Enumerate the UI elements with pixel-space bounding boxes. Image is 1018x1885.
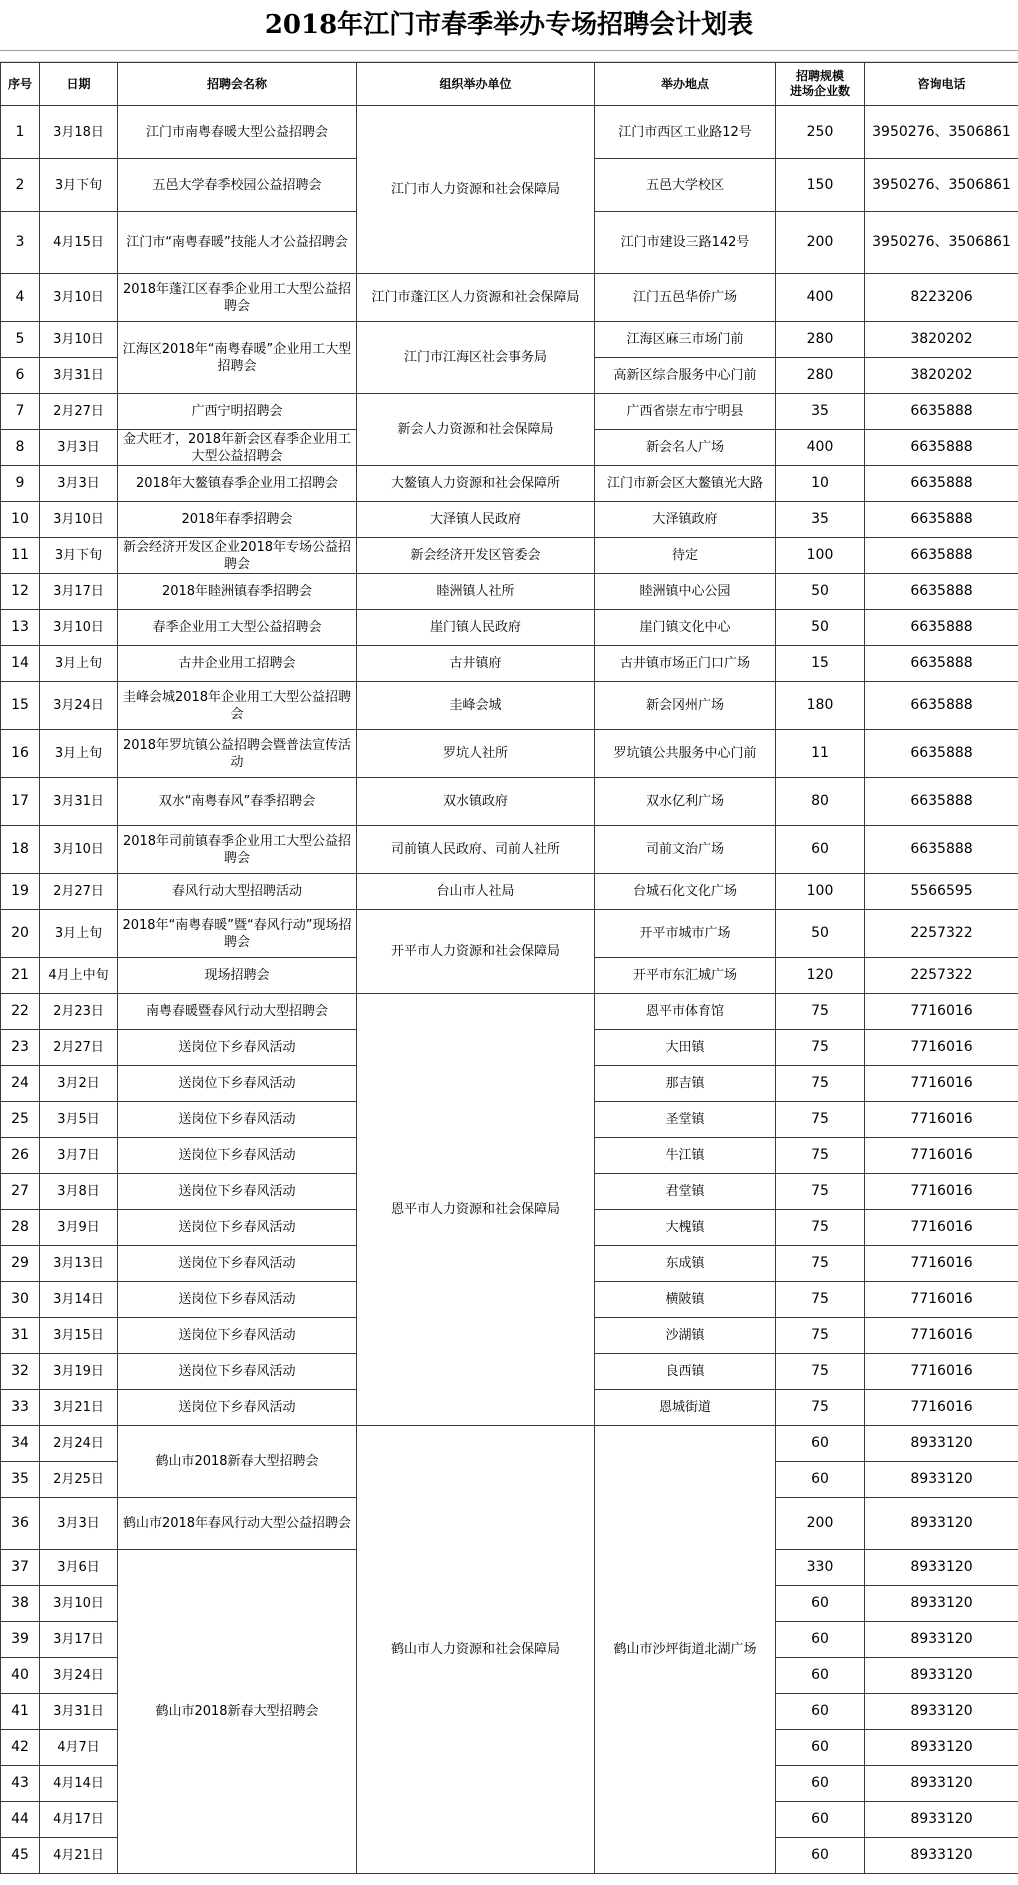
cell-date: 3月31日 — [40, 778, 118, 826]
cell-venue: 牛江镇 — [595, 1138, 776, 1174]
cell-no: 18 — [1, 826, 40, 874]
cell-organizer: 睦洲镇人社所 — [357, 574, 595, 610]
cell-no: 5 — [1, 322, 40, 358]
cell-no: 16 — [1, 730, 40, 778]
cell-phone: 7716016 — [865, 1174, 1018, 1210]
cell-venue: 鹤山市沙坪街道北湖广场 — [595, 1426, 776, 1874]
cell-company-count: 120 — [776, 958, 865, 994]
cell-fair-name: 2018年春季招聘会 — [118, 502, 357, 538]
cell-fair-name: 春风行动大型招聘活动 — [118, 874, 357, 910]
cell-date: 3月5日 — [40, 1102, 118, 1138]
cell-phone: 2257322 — [865, 910, 1018, 958]
cell-phone: 6635888 — [865, 610, 1018, 646]
table-row — [1, 574, 1018, 610]
cell-no: 21 — [1, 958, 40, 994]
cell-company-count: 60 — [776, 1766, 865, 1802]
cell-company-count: 75 — [776, 1030, 865, 1066]
cell-organizer: 古井镇府 — [357, 646, 595, 682]
cell-phone: 8933120 — [865, 1694, 1018, 1730]
cell-venue: 开平市东汇城广场 — [595, 958, 776, 994]
cell-venue: 广西省崇左市宁明县 — [595, 394, 776, 430]
cell-phone: 7716016 — [865, 1138, 1018, 1174]
cell-date: 3月9日 — [40, 1210, 118, 1246]
cell-phone: 6635888 — [865, 430, 1018, 466]
cell-no: 7 — [1, 394, 40, 430]
cell-phone: 7716016 — [865, 1390, 1018, 1426]
cell-venue: 恩城街道 — [595, 1390, 776, 1426]
cell-organizer: 江门市人力资源和社会保障局 — [357, 106, 595, 274]
cell-phone: 7716016 — [865, 1246, 1018, 1282]
cell-fair-name: 送岗位下乡春风活动 — [118, 1282, 357, 1318]
cell-no: 20 — [1, 910, 40, 958]
cell-no: 35 — [1, 1462, 40, 1498]
cell-date: 3月3日 — [40, 466, 118, 502]
cell-phone: 6635888 — [865, 646, 1018, 682]
cell-fair-name: 2018年“南粤春暖”暨“春风行动”现场招聘会 — [118, 910, 357, 958]
cell-date: 3月14日 — [40, 1282, 118, 1318]
cell-fair-name: 古井企业用工招聘会 — [118, 646, 357, 682]
table-row — [1, 994, 1018, 1030]
cell-no: 33 — [1, 1390, 40, 1426]
cell-date: 3月10日 — [40, 322, 118, 358]
cell-company-count: 75 — [776, 1282, 865, 1318]
cell-organizer: 开平市人力资源和社会保障局 — [357, 910, 595, 994]
job-fair-table — [0, 62, 1018, 1874]
table-row — [1, 1426, 1018, 1462]
cell-phone: 8933120 — [865, 1658, 1018, 1694]
cell-fair-name: 双水“南粤春风”春季招聘会 — [118, 778, 357, 826]
cell-phone: 8933120 — [865, 1462, 1018, 1498]
cell-fair-name: 2018年蓬江区春季企业用工大型公益招聘会 — [118, 274, 357, 322]
cell-company-count: 200 — [776, 212, 865, 274]
cell-no: 31 — [1, 1318, 40, 1354]
cell-venue: 开平市城市广场 — [595, 910, 776, 958]
cell-company-count: 400 — [776, 430, 865, 466]
cell-no: 38 — [1, 1586, 40, 1622]
cell-no: 13 — [1, 610, 40, 646]
cell-fair-name: 五邑大学春季校园公益招聘会 — [118, 159, 357, 212]
header-row — [1, 63, 1018, 106]
table-row — [1, 274, 1018, 322]
cell-venue: 待定 — [595, 538, 776, 574]
table-row — [1, 826, 1018, 874]
cell-no: 19 — [1, 874, 40, 910]
cell-company-count: 280 — [776, 358, 865, 394]
cell-company-count: 60 — [776, 1426, 865, 1462]
col-header-date: 日期 — [40, 63, 118, 106]
cell-phone: 6635888 — [865, 538, 1018, 574]
cell-company-count: 11 — [776, 730, 865, 778]
cell-venue: 新会冈州广场 — [595, 682, 776, 730]
cell-phone: 8933120 — [865, 1622, 1018, 1658]
cell-venue: 司前文治广场 — [595, 826, 776, 874]
cell-no: 29 — [1, 1246, 40, 1282]
cell-phone: 3950276、3506861 — [865, 212, 1018, 274]
cell-company-count: 200 — [776, 1498, 865, 1550]
cell-date: 3月19日 — [40, 1354, 118, 1390]
cell-date: 2月27日 — [40, 1030, 118, 1066]
cell-phone: 7716016 — [865, 1102, 1018, 1138]
cell-company-count: 60 — [776, 1730, 865, 1766]
cell-date: 3月21日 — [40, 1390, 118, 1426]
cell-date: 4月21日 — [40, 1838, 118, 1874]
cell-phone: 3820202 — [865, 322, 1018, 358]
cell-company-count: 75 — [776, 1354, 865, 1390]
cell-date: 3月8日 — [40, 1174, 118, 1210]
cell-organizer: 鹤山市人力资源和社会保障局 — [357, 1426, 595, 1874]
cell-company-count: 250 — [776, 106, 865, 159]
cell-date: 3月10日 — [40, 274, 118, 322]
table-row — [1, 466, 1018, 502]
table-row — [1, 106, 1018, 159]
cell-no: 36 — [1, 1498, 40, 1550]
cell-no: 9 — [1, 466, 40, 502]
cell-phone: 8933120 — [865, 1766, 1018, 1802]
cell-fair-name: 江海区2018年“南粤春暖”企业用工大型招聘会 — [118, 322, 357, 394]
cell-fair-name: 送岗位下乡春风活动 — [118, 1246, 357, 1282]
cell-date: 3月6日 — [40, 1550, 118, 1586]
cell-date: 2月25日 — [40, 1462, 118, 1498]
cell-company-count: 75 — [776, 1174, 865, 1210]
cell-no: 3 — [1, 212, 40, 274]
table-row — [1, 910, 1018, 958]
cell-date: 3月上旬 — [40, 646, 118, 682]
cell-phone: 8933120 — [865, 1498, 1018, 1550]
cell-venue: 江门市建设三路142号 — [595, 212, 776, 274]
cell-fair-name: 送岗位下乡春风活动 — [118, 1030, 357, 1066]
cell-no: 15 — [1, 682, 40, 730]
cell-no: 30 — [1, 1282, 40, 1318]
cell-venue: 江门市新会区大鳌镇光大路 — [595, 466, 776, 502]
cell-company-count: 75 — [776, 1246, 865, 1282]
cell-date: 3月2日 — [40, 1066, 118, 1102]
cell-venue: 崖门镇文化中心 — [595, 610, 776, 646]
cell-company-count: 60 — [776, 1838, 865, 1874]
cell-phone: 7716016 — [865, 1318, 1018, 1354]
cell-no: 37 — [1, 1550, 40, 1586]
cell-no: 25 — [1, 1102, 40, 1138]
cell-venue: 圣堂镇 — [595, 1102, 776, 1138]
cell-date: 3月10日 — [40, 826, 118, 874]
cell-no: 41 — [1, 1694, 40, 1730]
cell-company-count: 75 — [776, 1138, 865, 1174]
cell-company-count: 60 — [776, 1694, 865, 1730]
cell-no: 1 — [1, 106, 40, 159]
cell-date: 4月7日 — [40, 1730, 118, 1766]
cell-date: 3月17日 — [40, 574, 118, 610]
cell-company-count: 75 — [776, 1318, 865, 1354]
cell-no: 2 — [1, 159, 40, 212]
cell-company-count: 280 — [776, 322, 865, 358]
cell-fair-name: 送岗位下乡春风活动 — [118, 1102, 357, 1138]
cell-venue: 东成镇 — [595, 1246, 776, 1282]
cell-fair-name: 送岗位下乡春风活动 — [118, 1174, 357, 1210]
cell-fair-name: 现场招聘会 — [118, 958, 357, 994]
cell-company-count: 80 — [776, 778, 865, 826]
cell-organizer: 台山市人社局 — [357, 874, 595, 910]
cell-phone: 6635888 — [865, 466, 1018, 502]
cell-organizer: 新会人力资源和社会保障局 — [357, 394, 595, 466]
cell-company-count: 100 — [776, 874, 865, 910]
cell-company-count: 60 — [776, 1462, 865, 1498]
cell-date: 3月下旬 — [40, 159, 118, 212]
cell-no: 28 — [1, 1210, 40, 1246]
cell-venue: 大田镇 — [595, 1030, 776, 1066]
cell-company-count: 150 — [776, 159, 865, 212]
cell-company-count: 60 — [776, 1622, 865, 1658]
cell-no: 4 — [1, 274, 40, 322]
cell-date: 3月3日 — [40, 1498, 118, 1550]
cell-venue: 江海区麻三市场门前 — [595, 322, 776, 358]
cell-company-count: 35 — [776, 394, 865, 430]
cell-organizer: 崖门镇人民政府 — [357, 610, 595, 646]
cell-organizer: 江门市蓬江区人力资源和社会保障局 — [357, 274, 595, 322]
cell-company-count: 75 — [776, 994, 865, 1030]
cell-company-count: 50 — [776, 910, 865, 958]
cell-phone: 8933120 — [865, 1730, 1018, 1766]
cell-date: 3月3日 — [40, 430, 118, 466]
cell-company-count: 35 — [776, 502, 865, 538]
table-row — [1, 730, 1018, 778]
cell-no: 42 — [1, 1730, 40, 1766]
cell-date: 3月24日 — [40, 682, 118, 730]
table-row — [1, 610, 1018, 646]
cell-phone: 6635888 — [865, 394, 1018, 430]
table-row — [1, 502, 1018, 538]
cell-no: 40 — [1, 1658, 40, 1694]
cell-no: 45 — [1, 1838, 40, 1874]
cell-company-count: 180 — [776, 682, 865, 730]
cell-fair-name: 春季企业用工大型公益招聘会 — [118, 610, 357, 646]
table-row — [1, 874, 1018, 910]
spacer-row — [0, 51, 1018, 62]
cell-date: 3月10日 — [40, 1586, 118, 1622]
col-header-tel: 咨询电话 — [865, 63, 1018, 106]
cell-date: 3月10日 — [40, 610, 118, 646]
cell-venue: 恩平市体育馆 — [595, 994, 776, 1030]
cell-company-count: 60 — [776, 1802, 865, 1838]
cell-date: 3月13日 — [40, 1246, 118, 1282]
cell-phone: 3950276、3506861 — [865, 106, 1018, 159]
cell-venue: 江门市西区工业路12号 — [595, 106, 776, 159]
cell-company-count: 330 — [776, 1550, 865, 1586]
cell-date: 2月27日 — [40, 394, 118, 430]
table-row — [1, 778, 1018, 826]
col-header-no: 序号 — [1, 63, 40, 106]
cell-date: 4月14日 — [40, 1766, 118, 1802]
cell-phone: 7716016 — [865, 1030, 1018, 1066]
cell-organizer: 司前镇人民政府、司前人社所 — [357, 826, 595, 874]
cell-date: 3月上旬 — [40, 730, 118, 778]
cell-fair-name: 送岗位下乡春风活动 — [118, 1210, 357, 1246]
cell-fair-name: 2018年司前镇春季企业用工大型公益招聘会 — [118, 826, 357, 874]
cell-fair-name: 送岗位下乡春风活动 — [118, 1066, 357, 1102]
cell-fair-name: 送岗位下乡春风活动 — [118, 1390, 357, 1426]
cell-venue: 君堂镇 — [595, 1174, 776, 1210]
cell-phone: 6635888 — [865, 682, 1018, 730]
cell-phone: 6635888 — [865, 502, 1018, 538]
cell-organizer: 江门市江海区社会事务局 — [357, 322, 595, 394]
cell-fair-name: 2018年罗坑镇公益招聘会暨普法宣传活动 — [118, 730, 357, 778]
cell-company-count: 10 — [776, 466, 865, 502]
cell-date: 3月10日 — [40, 502, 118, 538]
cell-no: 10 — [1, 502, 40, 538]
cell-no: 17 — [1, 778, 40, 826]
cell-organizer: 大泽镇人民政府 — [357, 502, 595, 538]
col-header-place: 举办地点 — [595, 63, 776, 106]
cell-fair-name: 金犬旺才，2018年新会区春季企业用工大型公益招聘会 — [118, 430, 357, 466]
cell-venue: 高新区综合服务中心门前 — [595, 358, 776, 394]
cell-venue: 古井镇市场正门口广场 — [595, 646, 776, 682]
cell-organizer: 大鳌镇人力资源和社会保障所 — [357, 466, 595, 502]
cell-fair-name: 南粤春暖暨春风行动大型招聘会 — [118, 994, 357, 1030]
cell-venue: 沙湖镇 — [595, 1318, 776, 1354]
cell-phone: 5566595 — [865, 874, 1018, 910]
cell-company-count: 75 — [776, 1066, 865, 1102]
cell-organizer: 罗坑人社所 — [357, 730, 595, 778]
table-row — [1, 646, 1018, 682]
cell-company-count: 60 — [776, 826, 865, 874]
cell-company-count: 50 — [776, 574, 865, 610]
cell-phone: 3950276、3506861 — [865, 159, 1018, 212]
cell-phone: 7716016 — [865, 1282, 1018, 1318]
cell-phone: 8933120 — [865, 1426, 1018, 1462]
cell-date: 2月24日 — [40, 1426, 118, 1462]
cell-no: 14 — [1, 646, 40, 682]
cell-venue: 横陂镇 — [595, 1282, 776, 1318]
cell-no: 12 — [1, 574, 40, 610]
cell-no: 24 — [1, 1066, 40, 1102]
cell-company-count: 60 — [776, 1658, 865, 1694]
cell-date: 4月17日 — [40, 1802, 118, 1838]
cell-phone: 7716016 — [865, 1354, 1018, 1390]
cell-phone: 6635888 — [865, 826, 1018, 874]
cell-no: 26 — [1, 1138, 40, 1174]
cell-no: 34 — [1, 1426, 40, 1462]
cell-no: 23 — [1, 1030, 40, 1066]
cell-venue: 大泽镇政府 — [595, 502, 776, 538]
table-row — [1, 394, 1018, 430]
cell-fair-name: 送岗位下乡春风活动 — [118, 1138, 357, 1174]
cell-venue: 台城石化文化广场 — [595, 874, 776, 910]
cell-phone: 8933120 — [865, 1838, 1018, 1874]
cell-venue: 罗坑镇公共服务中心门前 — [595, 730, 776, 778]
cell-organizer: 恩平市人力资源和社会保障局 — [357, 994, 595, 1426]
col-header-org: 组织举办单位 — [357, 63, 595, 106]
cell-company-count: 75 — [776, 1210, 865, 1246]
cell-date: 3月18日 — [40, 106, 118, 159]
cell-date: 2月27日 — [40, 874, 118, 910]
cell-venue: 良西镇 — [595, 1354, 776, 1390]
cell-no: 43 — [1, 1766, 40, 1802]
cell-company-count: 50 — [776, 610, 865, 646]
cell-phone: 6635888 — [865, 730, 1018, 778]
cell-fair-name: 江门市“南粤春暖”技能人才公益招聘会 — [118, 212, 357, 274]
cell-company-count: 400 — [776, 274, 865, 322]
cell-date: 4月15日 — [40, 212, 118, 274]
cell-venue: 五邑大学校区 — [595, 159, 776, 212]
table-row — [1, 538, 1018, 574]
cell-phone: 8933120 — [865, 1550, 1018, 1586]
cell-phone: 8223206 — [865, 274, 1018, 322]
cell-venue: 那吉镇 — [595, 1066, 776, 1102]
cell-phone: 6635888 — [865, 574, 1018, 610]
cell-phone: 7716016 — [865, 1066, 1018, 1102]
cell-date: 2月23日 — [40, 994, 118, 1030]
cell-no: 39 — [1, 1622, 40, 1658]
cell-fair-name: 鹤山市2018年春风行动大型公益招聘会 — [118, 1498, 357, 1550]
cell-date: 3月下旬 — [40, 538, 118, 574]
cell-phone: 7716016 — [865, 1210, 1018, 1246]
cell-company-count: 75 — [776, 1390, 865, 1426]
cell-no: 8 — [1, 430, 40, 466]
cell-date: 3月上旬 — [40, 910, 118, 958]
cell-date: 4月上中旬 — [40, 958, 118, 994]
cell-venue: 江门五邑华侨广场 — [595, 274, 776, 322]
cell-no: 6 — [1, 358, 40, 394]
cell-phone: 6635888 — [865, 778, 1018, 826]
cell-phone: 8933120 — [865, 1586, 1018, 1622]
cell-organizer: 新会经济开发区管委会 — [357, 538, 595, 574]
cell-fair-name: 广西宁明招聘会 — [118, 394, 357, 430]
cell-venue: 新会名人广场 — [595, 430, 776, 466]
cell-date: 3月24日 — [40, 1658, 118, 1694]
cell-company-count: 60 — [776, 1586, 865, 1622]
table-row — [1, 322, 1018, 358]
col-header-name: 招聘会名称 — [118, 63, 357, 106]
cell-venue: 睦洲镇中心公园 — [595, 574, 776, 610]
cell-fair-name: 2018年大鳌镇春季企业用工招聘会 — [118, 466, 357, 502]
cell-phone: 7716016 — [865, 994, 1018, 1030]
cell-phone: 2257322 — [865, 958, 1018, 994]
cell-phone: 8933120 — [865, 1802, 1018, 1838]
cell-fair-name: 送岗位下乡春风活动 — [118, 1354, 357, 1390]
col-header-size: 招聘规模 进场企业数 — [776, 63, 865, 106]
cell-company-count: 100 — [776, 538, 865, 574]
cell-fair-name: 江门市南粤春暖大型公益招聘会 — [118, 106, 357, 159]
cell-date: 3月15日 — [40, 1318, 118, 1354]
cell-date: 3月31日 — [40, 358, 118, 394]
cell-date: 3月31日 — [40, 1694, 118, 1730]
cell-fair-name: 鹤山市2018新春大型招聘会 — [118, 1426, 357, 1498]
page-title: 2018年江门市春季举办专场招聘会计划表 — [0, 0, 1018, 51]
cell-fair-name: 送岗位下乡春风活动 — [118, 1318, 357, 1354]
cell-organizer: 双水镇政府 — [357, 778, 595, 826]
cell-company-count: 75 — [776, 1102, 865, 1138]
cell-fair-name: 新会经济开发区企业2018年专场公益招聘会 — [118, 538, 357, 574]
cell-no: 32 — [1, 1354, 40, 1390]
table-row — [1, 682, 1018, 730]
cell-organizer: 圭峰会城 — [357, 682, 595, 730]
cell-no: 27 — [1, 1174, 40, 1210]
cell-venue: 双水亿利广场 — [595, 778, 776, 826]
cell-no: 44 — [1, 1802, 40, 1838]
cell-no: 11 — [1, 538, 40, 574]
cell-no: 22 — [1, 994, 40, 1030]
cell-fair-name: 2018年睦洲镇春季招聘会 — [118, 574, 357, 610]
cell-date: 3月17日 — [40, 1622, 118, 1658]
cell-fair-name: 圭峰会城2018年企业用工大型公益招聘会 — [118, 682, 357, 730]
cell-phone: 3820202 — [865, 358, 1018, 394]
cell-venue: 大槐镇 — [595, 1210, 776, 1246]
cell-date: 3月7日 — [40, 1138, 118, 1174]
cell-fair-name: 鹤山市2018新春大型招聘会 — [118, 1550, 357, 1874]
cell-company-count: 15 — [776, 646, 865, 682]
